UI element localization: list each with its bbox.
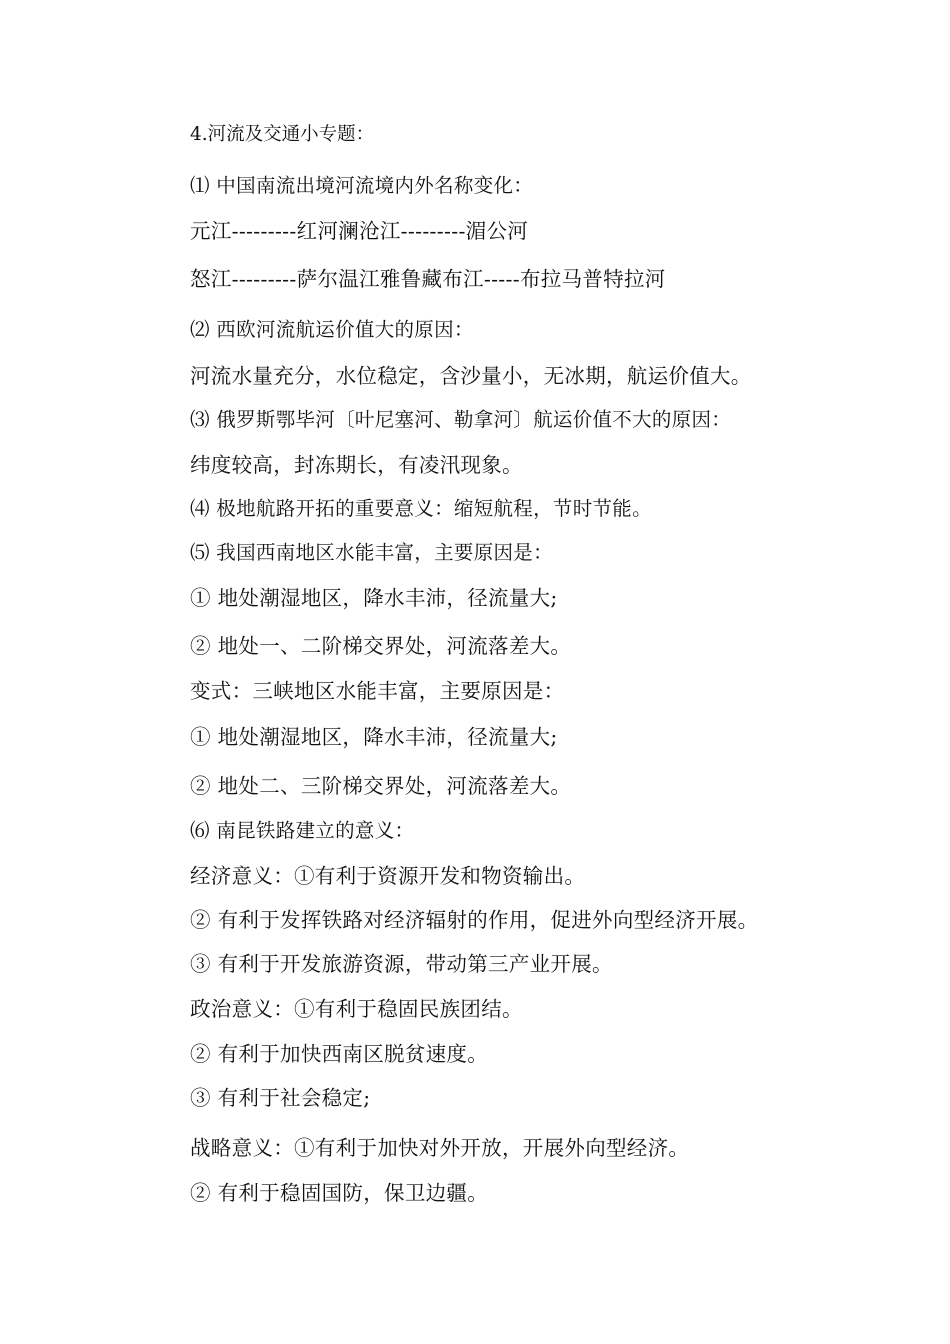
- section-heading: 4.河流及交通小专题：: [190, 124, 375, 145]
- strategic-significance-1: 战略意义：①有利于加快对外开放，开展外向型经济。: [190, 1136, 690, 1160]
- variant-heading: 变式：三峡地区水能丰富，主要原因是：: [190, 679, 565, 703]
- subsection-heading-5: ⑸ 我国西南地区水能丰富，主要原因是：: [190, 541, 553, 564]
- economic-significance-3: ③ 有利于开发旅游资源，带动第三产业开展。: [190, 952, 613, 976]
- reason-item-2: ② 地处一、二阶梯交界处，河流落差大。: [190, 634, 572, 658]
- answer-line-3: 纬度较高，封冻期长，有凌汛现象。: [190, 453, 523, 477]
- subsection-heading-4: ⑷ 极地航路开拓的重要意义：缩短航程，节时节能。: [190, 497, 652, 520]
- economic-significance-2: ② 有利于发挥铁路对经济辐射的作用，促进外向型经济开展。: [190, 908, 759, 932]
- subsection-heading-6: ⑹ 南昆铁路建立的意义：: [190, 819, 415, 842]
- variant-item-2: ② 地处二、三阶梯交界处，河流落差大。: [190, 774, 572, 798]
- economic-significance-1: 经济意义：①有利于资源开发和物资输出。: [190, 864, 586, 888]
- political-significance-2: ② 有利于加快西南区脱贫速度。: [190, 1042, 489, 1066]
- river-names-line-1: 元江---------红河澜沧江---------湄公河: [190, 219, 529, 243]
- subsection-heading-2: ⑵ 西欧河流航运价值大的原因：: [190, 318, 474, 341]
- strategic-significance-2: ② 有利于稳固国防，保卫边疆。: [190, 1181, 489, 1205]
- political-significance-1: 政治意义：①有利于稳固民族团结。: [190, 997, 523, 1021]
- political-significance-3: ③ 有利于社会稳定;: [190, 1086, 371, 1110]
- answer-line-2: 河流水量充分，水位稳定，含沙量小，无冰期，航运价值大。: [190, 364, 752, 388]
- reason-item-1: ① 地处潮湿地区，降水丰沛，径流量大;: [190, 586, 558, 610]
- subsection-heading-1: ⑴ 中国南流出境河流境内外名称变化：: [190, 174, 534, 197]
- river-names-line-2: 怒江---------萨尔温江雅鲁藏布江-----布拉马普特拉河: [190, 267, 666, 291]
- subsection-heading-3: ⑶ 俄罗斯鄂毕河〔叶尼塞河、勒拿河〕航运价值不大的原因：: [190, 408, 732, 431]
- variant-item-1: ① 地处潮湿地区，降水丰沛，径流量大;: [190, 725, 558, 749]
